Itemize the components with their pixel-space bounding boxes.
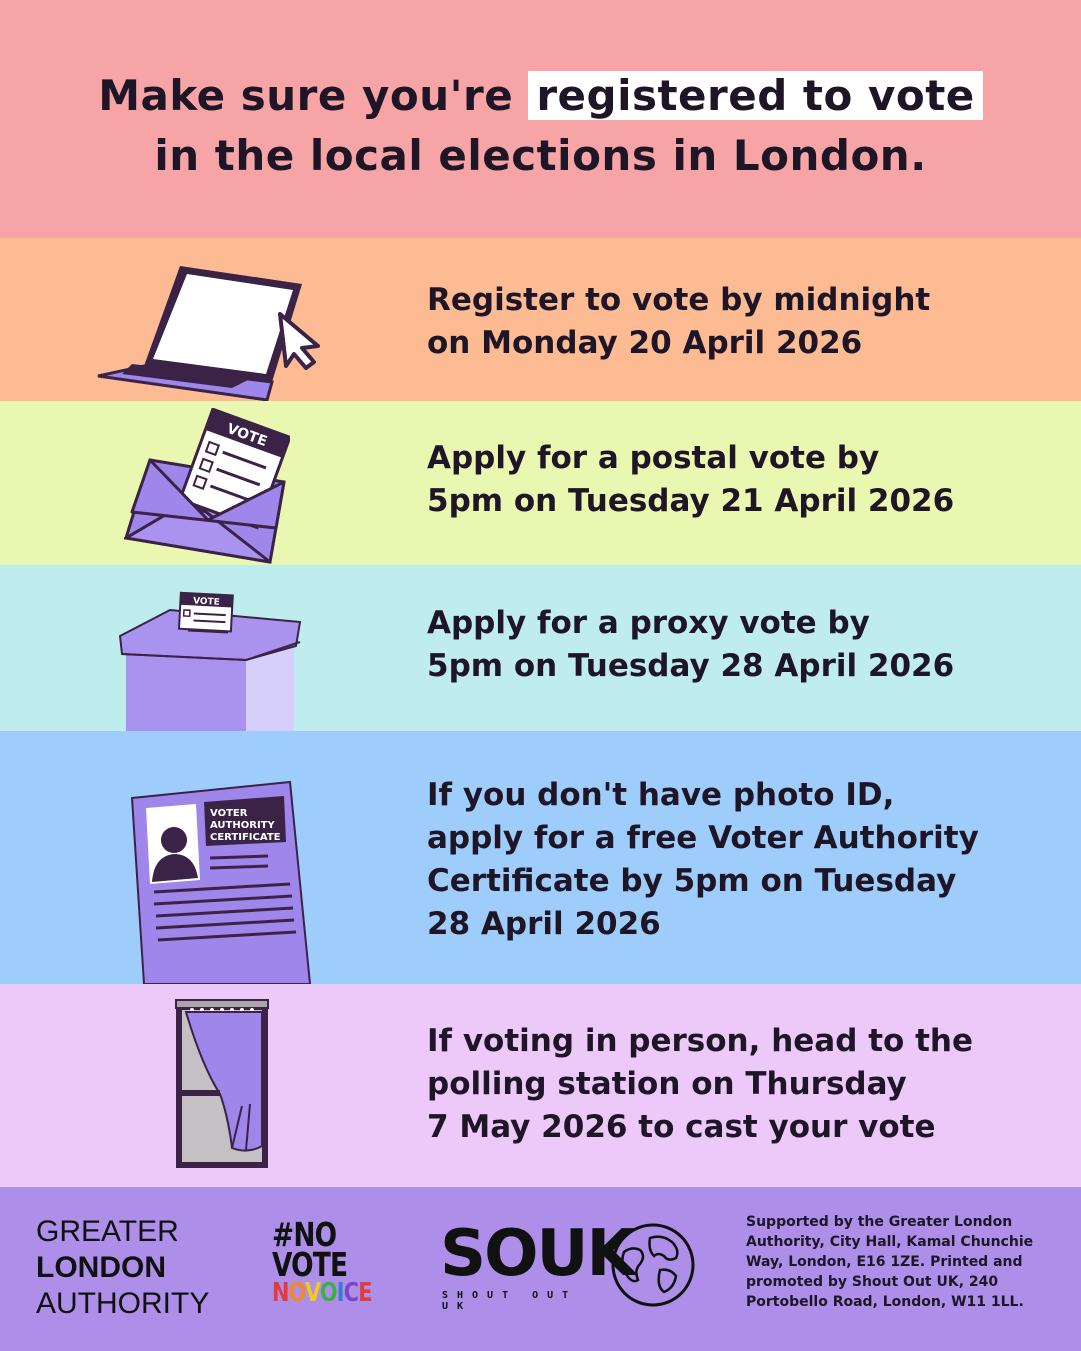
souk-logo-wordmark: SOUK	[440, 1217, 635, 1291]
imprint-text: Supported by the Greater London Authority, City Hall, Kamal Chunchie Way, London, E16 1ZE. Printed and promoted by Shout Out UK, 240 Portobello Road, London, W11 1LL.	[746, 1214, 1034, 1310]
souk-logo-tagline: SHOUT OUT UK	[442, 1290, 578, 1312]
step-postal-text: Apply for a postal vote by 5pm on Tuesday 21 April 2026	[427, 440, 955, 519]
envelope-icon	[124, 408, 290, 568]
title-line-2: in the local elections in London.	[154, 131, 927, 180]
no-vote-no-voice-logo: #NO VOTE NOVOICE	[272, 1215, 372, 1308]
step-register-text: Register to vote by midnight on Monday 20 April 2026	[427, 282, 931, 361]
greater-london-authority-logo: GREATER LONDON AUTHORITY	[36, 1215, 210, 1320]
title-highlight: registered to vote	[528, 71, 982, 120]
step-proxy-text: Apply for a proxy vote by 5pm on Tuesday 28 April 2026	[427, 605, 955, 684]
step-in-person-text: If voting in person, head to the polling station on Thursday 7 May 2026 to cast your vote	[427, 1023, 974, 1145]
ballot-vote-label: VOTE	[192, 596, 221, 608]
svg-text:VOTER: VOTER	[210, 808, 248, 819]
polling-booth-icon	[172, 996, 272, 1174]
title-prefix: Make sure you're	[98, 71, 514, 120]
svg-text:CERTIFICATE: CERTIFICATE	[210, 832, 281, 843]
certificate-icon	[130, 780, 314, 986]
ballot-box-icon	[118, 590, 302, 732]
page-title	[0, 66, 1081, 186]
svg-text:AUTHORITY: AUTHORITY	[210, 820, 275, 831]
step-voter-id-text: If you don't have photo ID, apply for a free Voter Authority Certificate by 5pm on Tuesday 28 April 2026	[427, 777, 979, 942]
envelope-vote-label: VOTE	[224, 420, 270, 451]
laptop-icon	[92, 262, 324, 402]
globe-icon	[610, 1222, 696, 1308]
